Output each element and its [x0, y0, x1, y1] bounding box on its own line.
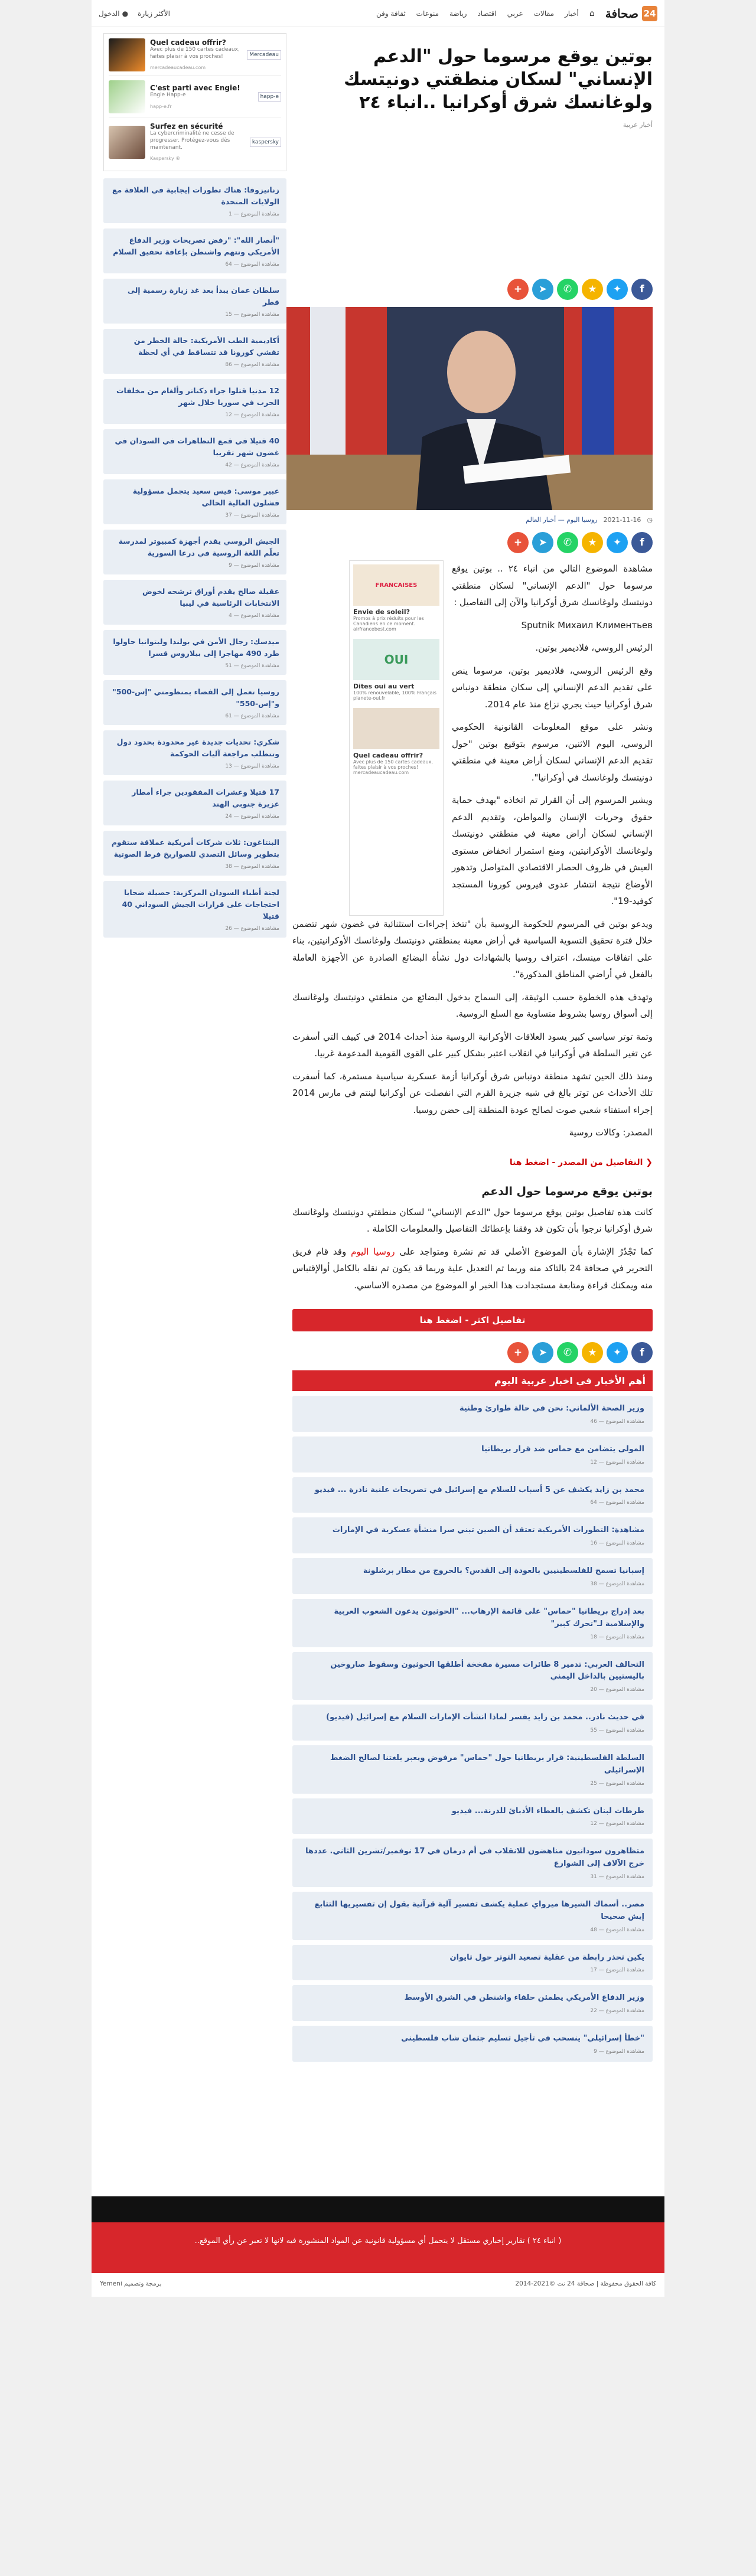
top-news-list: [292, 1396, 653, 2062]
news-meta: مشاهدة الموضوع — 55: [590, 1727, 644, 1733]
news-meta: مشاهدة الموضوع — 38: [590, 1581, 644, 1587]
summary-paragraph-1: كانت هذه تفاصيل بوتين يوقع مرسوما حول "الدعم الإنساني" لسكان منطقتي دونيتسك ولوغانسك شرق أوكرانيا نرجوا بأن تكون قد وفقنا بإعطائك التفاصيل والمعلومات الكاملة .: [292, 1206, 653, 1234]
article-category[interactable]: أخبار عربية: [623, 121, 653, 129]
news-meta: مشاهدة الموضوع — 86: [225, 362, 279, 368]
news-meta: مشاهدة الموضوع — 12: [225, 412, 279, 419]
nav-item-arab[interactable]: عربي: [507, 9, 523, 18]
list-item: [103, 680, 286, 725]
footer-disclaimer: ( انباء ٢٤ ) تقارير إخباري مستقل لا يتحمل أي مسؤولية قانونية عن المواد المنشورة فيه لانها لا تعبر عن رأي الموقع..: [92, 2222, 664, 2273]
article-title: بوتين يوقع مرسوما حول "الدعم الإنساني" لسكان منطقتي دونيتسك ولوغانسك شرق أوكرانيا ..انباء ٢٤: [344, 46, 653, 113]
list-item: [292, 1652, 653, 1700]
list-item: [292, 1839, 653, 1887]
list-item: [103, 329, 286, 374]
inline-ad-desc: Avec plus de 150 cartes cadeaux, faites plaisir à vos proches!: [353, 759, 433, 770]
list-item: [103, 730, 286, 775]
article-meta: [292, 516, 653, 524]
list-item: [103, 781, 286, 825]
summary-text-b: وقد قام فريق التحرير في صحافة 24 بالتاكد منه وربما تم التعديل علية وربما قد يكون تم نقله بالكامل أوالإقتباس منه ويمكنك قراءة ومتابعة مستجدادت هذا الخبر او الموضوع من مصدره الاساسي.: [292, 1246, 653, 1291]
news-link[interactable]: 12 مدنيا قتلوا جراء دكتاتر وألغام من مخلفات الحرب في سوريا خلال شهر: [116, 386, 279, 407]
list-item: [292, 1892, 653, 1940]
news-meta: مشاهدة الموضوع — 12: [590, 1459, 644, 1465]
news-link[interactable]: سلطان عمان يبدأ بعد غد زيارة رسمية إلى قطر: [127, 286, 279, 307]
list-item: [103, 178, 286, 223]
news-link[interactable]: زنانيزوقا: هناك تطورات إيجابية في العلاقة مع الولايات المتحدة: [112, 185, 279, 207]
whatsapp-share-icon[interactable]: ✆: [557, 279, 578, 300]
news-link[interactable]: ميدسك: رجال الأمن في بولندا وليتوانيا حاولوا طرد 490 مهاجرا إلى بيلاروس قسرا: [113, 637, 279, 658]
news-meta: مشاهدة الموضوع — 25: [590, 1780, 644, 1787]
news-meta: مشاهدة الموضوع — 18: [590, 1634, 644, 1640]
twitter-share-icon[interactable]: ✦: [607, 532, 628, 553]
sidebar: [103, 27, 286, 2066]
news-link[interactable]: أكاديمية الطب الأمريكية: حالة الخطر من تفشي كورونا قد تتساقط في أي لحظة: [133, 336, 279, 357]
source-details-label: التفاصيل من المصدر - اضغط هنا: [509, 1157, 643, 1167]
list-item: [103, 831, 286, 876]
list-item: [103, 479, 286, 524]
news-meta: مشاهدة الموضوع — 64: [590, 1500, 644, 1506]
news-meta: مشاهدة الموضوع — 15: [225, 312, 279, 318]
list-item: [292, 1436, 653, 1473]
photo-credit: Sputnik Михаил Климентьев: [521, 619, 653, 631]
chevron-left-icon: ❮: [643, 1157, 653, 1167]
news-meta: مشاهدة الموضوع — 37: [225, 512, 279, 519]
news-meta: مشاهدة الموضوع — 46: [590, 1418, 644, 1425]
list-item: [292, 1599, 653, 1647]
news-meta: مشاهدة الموضوع — 51: [225, 663, 279, 670]
news-link[interactable]: في حديث نادر.. محمد بن زايد يفسر لماذا انشأت الإمارات السلام مع إسرائيل (فيديو): [326, 1713, 644, 1722]
paragraph-3: ويشير المرسوم إلى أن القرار تم اتخاذه "بهدف حماية حقوق وحريات الإنسان والمواطن، وتقديم الدعم الإنساني لسكان أراض معينة في منطقتي دونيتسك ولوغانسك الأوكرانيتين، ومنع استمرار انخفاض مستوى العيش في ظروف الحصار الاقتصادي المتواصل وتدهور الأوضاع نتيجة انتشار عدوى فيروس كورونا المستجد كوفيد-19".: [452, 795, 653, 906]
twitter-share-icon[interactable]: ✦: [607, 279, 628, 300]
inline-ad-src: airfrancebest.com: [353, 626, 396, 632]
favorite-star-icon[interactable]: ★: [582, 279, 603, 300]
list-item: [292, 1745, 653, 1794]
inline-ad-column: [349, 560, 444, 916]
telegram-share-icon[interactable]: ➤: [532, 279, 553, 300]
news-meta: مشاهدة الموضوع — 17: [590, 1967, 644, 1974]
inline-ad-image: [353, 708, 439, 749]
nav-item-news[interactable]: أخبار: [565, 9, 579, 18]
ad-thumb: [109, 126, 145, 159]
sidebar-ad[interactable]: [109, 80, 281, 117]
news-meta: مشاهدة الموضوع — 61: [225, 713, 279, 720]
news-link[interactable]: الجيش الروسي يقدم أجهزة كمبيوتر لمدرسة تعلّم اللغة الروسية في درعا السورية: [118, 537, 279, 558]
news-link[interactable]: روسيا تعمل إلى الفضاء بمنظومتي "إس-500" و"إس-550": [112, 687, 279, 709]
article-date: 2021-11-16: [603, 516, 641, 524]
ad-desc: Avec plus de 150 cartes cadeaux, faites plaisir à vos proches!: [150, 47, 240, 60]
source-details-link[interactable]: [510, 1158, 653, 1167]
favorite-star-icon[interactable]: ★: [582, 532, 603, 553]
facebook-share-icon[interactable]: f: [631, 1342, 653, 1363]
whatsapp-share-icon[interactable]: ✆: [557, 532, 578, 553]
news-meta: مشاهدة الموضوع — 12: [590, 1821, 644, 1827]
news-link[interactable]: البنتاغون: ثلاث شركات أمريكية عملاقة ستقوم بتطوير وسائل التصدي للصواريخ فرط الصوتية: [111, 838, 279, 859]
nav-item-misc[interactable]: منوعات: [416, 9, 439, 18]
article-intro: مشاهدة الموضوع التالي من انباء ٢٤ .. بوتين يوقع مرسوما حول "الدعم الإنساني" لسكان منطقتي دونيتسك ولوغانسك شرق أوكرانيا والآن إلى التفاصيل :: [452, 563, 653, 608]
ad-src: mercadeaucadeau.com: [150, 65, 206, 71]
article-body-bottom: [292, 916, 653, 1141]
ad-thumb: [109, 80, 145, 113]
login-link[interactable]: [99, 9, 128, 18]
ad-thumb: [109, 38, 145, 71]
more-share-icon[interactable]: +: [507, 279, 529, 300]
news-meta: مشاهدة الموضوع — 9: [594, 2048, 644, 2055]
news-link[interactable]: لجنة أطباء السودان المركزية: حصيلة ضحايا احتجاجات على قرارات الجيش السوداني 40 قتيلا: [122, 888, 279, 921]
inline-ad-src: planete-oui.fr: [353, 696, 386, 701]
news-link[interactable]: عقيلة صالح يقدم أوراق ترشحه لخوض الانتخابات الرئاسية في ليبيا: [142, 587, 279, 608]
most-visited-link[interactable]: الأكثر زيارة: [138, 9, 170, 18]
ad-title: Quel cadeau offrir?: [150, 38, 226, 47]
article-hero-image: [286, 307, 653, 510]
list-item: [103, 429, 286, 474]
news-link[interactable]: يكين تحذر رابطة من عقلية تصعيد التوتر حول تايوان: [449, 1953, 644, 1962]
footer-bottom: [92, 2273, 664, 2297]
news-link[interactable]: "خطأ إسرائيلي" ينسحب في تأجيل تسليم جثمان شاب فلسطيني: [401, 2034, 644, 2043]
list-item: [292, 2026, 653, 2062]
clock-icon: ◷: [647, 516, 653, 524]
ad-title: C'est parti avec Engie!: [150, 84, 240, 93]
list-item: [103, 580, 286, 625]
news-link[interactable]: التحالف العربي: تدمير 8 طائرات مسيرة مفخخة أطلقها الحوثيون وسقوط صاروخين باليستيين بالداخل اليمني: [330, 1660, 644, 1682]
list-item: [292, 1705, 653, 1741]
news-link[interactable]: وزير الدفاع الأمريكي يطمئن حلفاء واشنطن في الشرق الأوسط: [404, 1993, 644, 2003]
inline-ad-title: Envie de soleil?: [353, 608, 410, 616]
news-meta: مشاهدة الموضوع — 42: [225, 462, 279, 469]
favorite-star-icon[interactable]: ★: [582, 1342, 603, 1363]
news-meta: مشاهدة الموضوع — 24: [225, 814, 279, 820]
list-item: [292, 1945, 653, 1981]
inline-ad-title: Dites oui au vert: [353, 683, 415, 690]
list-item: [103, 530, 286, 574]
list-item: [103, 279, 286, 324]
footer-credit[interactable]: برمجة وتصميم Yemeni: [100, 2280, 162, 2287]
ad-placeholder: [292, 129, 653, 265]
news-link[interactable]: عبير موسى: قيس سعيد يتجمل مسؤولية فشلون العالية الحالي: [132, 487, 279, 508]
footer-copyright: كافة الحقوق محفوظة | صحافة 24 نت ©2021-2014: [515, 2280, 656, 2287]
inline-ad-desc: 100% renouvelable, 100% Français: [353, 690, 436, 696]
top-news-header: أهم الأخبار في اخبار عربية اليوم: [292, 1370, 653, 1391]
summary-body: [292, 1204, 653, 1294]
sidebar-ad[interactable]: [109, 122, 281, 166]
telegram-share-icon[interactable]: ➤: [532, 1342, 553, 1363]
list-item: [103, 379, 286, 424]
summary-title: بوتين يوقع مرسوما حول الدعم: [481, 1184, 653, 1198]
original-source-link[interactable]: روسيا اليوم: [351, 1246, 395, 1257]
article-source[interactable]: روسيا اليوم — أخبار العالم: [526, 516, 598, 524]
ad-logo: kaspersky: [250, 138, 281, 147]
ad-logo: happ-e: [258, 92, 281, 102]
ad-src: happ-e.fr: [150, 103, 172, 109]
news-link[interactable]: 40 قتيلا في قمع التظاهرات في السودان في غضون شهر تقريبا: [115, 436, 279, 458]
paragraph-1: وقع الرئيس الروسي، فلاديمير بوتين، مرسوما ينص على تقديم الدعم الإنساني إلى سكان منطقة دونباس شرق أوكرانيا حيث يجري نزاع منذ عام 2014.: [452, 665, 653, 710]
list-item: [292, 1798, 653, 1834]
sidebar-ad-box: [103, 33, 286, 171]
home-icon[interactable]: ⌂: [589, 8, 595, 18]
top-navbar: [92, 0, 664, 27]
ad-logo: Mercadeau: [247, 50, 281, 60]
news-meta: مشاهدة الموضوع — 26: [225, 926, 279, 932]
telegram-share-icon[interactable]: ➤: [532, 532, 553, 553]
footer-dark-bar: [92, 2196, 664, 2222]
list-item: [292, 1396, 653, 1432]
news-meta: مشاهدة الموضوع — 1: [229, 211, 279, 218]
twitter-share-icon[interactable]: ✦: [607, 1342, 628, 1363]
logo-mark: 24: [642, 6, 657, 21]
news-meta: مشاهدة الموضوع — 22: [590, 2008, 644, 2015]
facebook-share-icon[interactable]: f: [631, 279, 653, 300]
ad-desc: La cybercriminalité ne cesse de progresser. Protégez-vous dès maintenant.: [150, 130, 234, 151]
more-share-icon[interactable]: +: [507, 1342, 529, 1363]
news-link[interactable]: متظاهرون سودانيون مناهضون للانقلاب في أم درمان في 17 نوفمبر/تشرين الثاني. عددها خرج الآلاف إلى الشوارع: [305, 1847, 644, 1869]
paragraph-4: ويدعو بوتين في المرسوم للحكومة الروسية بأن "تتخذ إجراءات استثنائية في غضون شهر تتضمن خلال فترة تحقيق التسوية السياسية في أراض معينة بمنطقتي دونيتسك ولوغانسك الأوكرانيتين، بناء على اتفاقات مينسك، اعتراف روسيا بالشهادات دول نشأة البضائع الصادرة عن الأجهزة العاملة بالفعل في أراضي المناطق المذكورة".: [292, 918, 653, 980]
news-link[interactable]: المولى يتضامن مع حماس ضد قرار بريطانيا: [481, 1444, 644, 1454]
list-item: [103, 630, 286, 675]
ad-title: Surfez en sécurité: [150, 122, 223, 131]
news-meta: مشاهدة الموضوع — 16: [590, 1540, 644, 1547]
inline-ad-image: OUI: [353, 639, 439, 680]
news-meta: مشاهدة الموضوع — 20: [590, 1687, 644, 1693]
news-meta: مشاهدة الموضوع — 64: [225, 262, 279, 268]
share-bar-top: [292, 279, 653, 300]
paragraph-5: وتهدف هذه الخطوة حسب الوثيقة، إلى السماح بدخول البضائع من منطقتي دونيتسك ولوغانسك إلى أسواق روسيا بشروط متساوية مع السلع الروسية.: [292, 991, 653, 1019]
inline-ad-desc: Promos à prix réduits pour les Canadiens en ce moment.: [353, 616, 424, 626]
list-item: [292, 1985, 653, 2021]
news-link[interactable]: محمد بن زايد يكشف عن 5 أسباب للسلام مع إسرائيل في تصريحات علنية نادرة ... فيديو: [314, 1485, 644, 1494]
nav-item-culture[interactable]: ثقافة وفن: [376, 9, 406, 18]
inline-ad[interactable]: [353, 564, 439, 632]
news-link[interactable]: طرطات لبنان تكشف بالعطاء الأدبائ للدرنة... فيديو: [451, 1806, 644, 1816]
whatsapp-share-icon[interactable]: ✆: [557, 1342, 578, 1363]
news-link[interactable]: مصر.. أسماك الشيرها ميرواي عملية يكشف تفسير آلية قرآنية بقول إن تفسيريها التتابع إيش صحيحا: [314, 1899, 644, 1921]
share-bar-end: [292, 1342, 653, 1363]
nav-item-articles[interactable]: مقالات: [533, 9, 554, 18]
article-body-top: [452, 560, 653, 916]
news-link[interactable]: 17 قتيلا وعشرات المفقودين جراء أمطار غزيرة جنوبي الهند: [132, 788, 279, 809]
inline-ad[interactable]: [353, 708, 439, 775]
facebook-share-icon[interactable]: f: [631, 532, 653, 553]
main-column: [286, 27, 659, 2066]
news-meta: مشاهدة الموضوع — 48: [590, 1927, 644, 1933]
list-item: [103, 228, 286, 273]
user-icon: ●: [122, 9, 129, 18]
news-link[interactable]: "أنصار الله": "رفض تصريحات وزير الدفاع الأمريكي ونتهم واشنطن بإعاقة تحقيق السلام: [113, 236, 279, 257]
more-share-icon[interactable]: +: [507, 532, 529, 553]
hero-illustration: [286, 307, 653, 510]
sidebar-news-list: [103, 178, 286, 938]
photo-caption: الرئيس الروسي، فلاديمير بوتين.: [535, 642, 653, 653]
inline-ad-image: FRANCAISES: [353, 564, 439, 606]
news-link[interactable]: إسبانيا تسمح للفلسطينيين بالعودة إلى القدس؟ بالخروج من مطار برشلونة: [363, 1566, 644, 1576]
news-meta: مشاهدة الموضوع — 4: [229, 613, 279, 619]
source-line: المصدر: وكالات روسية: [569, 1127, 653, 1138]
logo-text: صحافة: [605, 6, 638, 21]
news-meta: مشاهدة الموضوع — 9: [229, 563, 279, 569]
login-label: الدخول: [99, 9, 120, 18]
nav-item-economy[interactable]: اقتصاد: [477, 9, 497, 18]
ad-src: Kaspersky ®: [150, 156, 181, 162]
share-bar-bottom: [292, 532, 653, 553]
list-item: [292, 1477, 653, 1513]
paragraph-7: ومنذ ذلك الحين تشهد منطقة دونباس شرق أوكرانيا أزمة عسكرية سياسية مستمرة، كما أسفرت تلك الأحداث عن توتر بالغ في شبه جزيرة القرم التي انفصلت عن أوكرانيا لينتم في مارس 2014 إجراء استفتاء شعبي صوت لصالح عودة المنطقة إلى حضن روسيا.: [292, 1070, 653, 1115]
inline-ad-title: Quel cadeau offrir?: [353, 752, 423, 759]
site-logo[interactable]: [605, 6, 657, 21]
inline-ad-src: mercadeaucadeau.com: [353, 770, 409, 775]
more-details-button[interactable]: تفاصيل اكثر - اضغط هنا: [292, 1309, 653, 1331]
inline-ad[interactable]: [353, 639, 439, 701]
ad-desc: Engie Happ-e: [150, 92, 186, 99]
main-nav: [170, 9, 595, 18]
summary-text-a: كما تَجْدُرُ الإشارة بأن الموضوع الأصلي قد تم نشرة ومتواجد على: [399, 1246, 653, 1257]
news-meta: مشاهدة الموضوع — 13: [225, 763, 279, 770]
paragraph-2: ونشر على موقع المعلومات القانونية الحكومي الروسي، اليوم الاثنين، مرسوم بتوقيع بوتين "حول تقديم الدعم الإنساني لسكان أراض معينة في منطقتي دونيتسك ولوغانسك في أوكرانيا".: [452, 721, 653, 783]
news-meta: مشاهدة الموضوع — 31: [590, 1873, 644, 1880]
list-item: [292, 1517, 653, 1553]
list-item: [292, 1558, 653, 1594]
list-item: [103, 881, 286, 938]
news-link[interactable]: بعد إدراج بريطانيا "حماس" على قائمة الإرهاب... "الحوثيون يدعون الشعوب العربية والإسلامية لـ"تحرك كبير": [334, 1607, 644, 1628]
summary-paragraph-2: [292, 1243, 653, 1294]
news-link[interactable]: السلطة الفلسطينية: قرار بريطانيا حول "حماس" مرفوض ويعبر بلغتنا لصالح الضغط الإسرائيلي: [330, 1753, 644, 1775]
news-meta: مشاهدة الموضوع — 38: [225, 864, 279, 870]
nav-left: [99, 9, 170, 18]
news-link[interactable]: مشاهدة: التطورات الأمريكية تعتقد أن الصين تبني سرا منشأة عسكرية في الإمارات: [332, 1526, 644, 1535]
sidebar-ad[interactable]: [109, 38, 281, 76]
news-link[interactable]: وزير الصحة الألماني: نحن في حالة طوارئ وطنية: [459, 1404, 644, 1413]
nav-item-sport[interactable]: رياضة: [449, 9, 467, 18]
paragraph-6: وتمة توتر سياسي كبير يسود العلاقات الأوكرانية الروسية منذ أحداث 2014 في كييف التي أسفرت عن تغير السلطة في أوكرانيا في انقلاب اعتبر بشكل كبير على القوى القومية المدعومة غربيا.: [292, 1031, 653, 1059]
news-link[interactable]: شكري: تحديات جديدة غير محدودة بحدود دول وتتطلب مراجعة آليات الحوكمة: [116, 737, 279, 759]
